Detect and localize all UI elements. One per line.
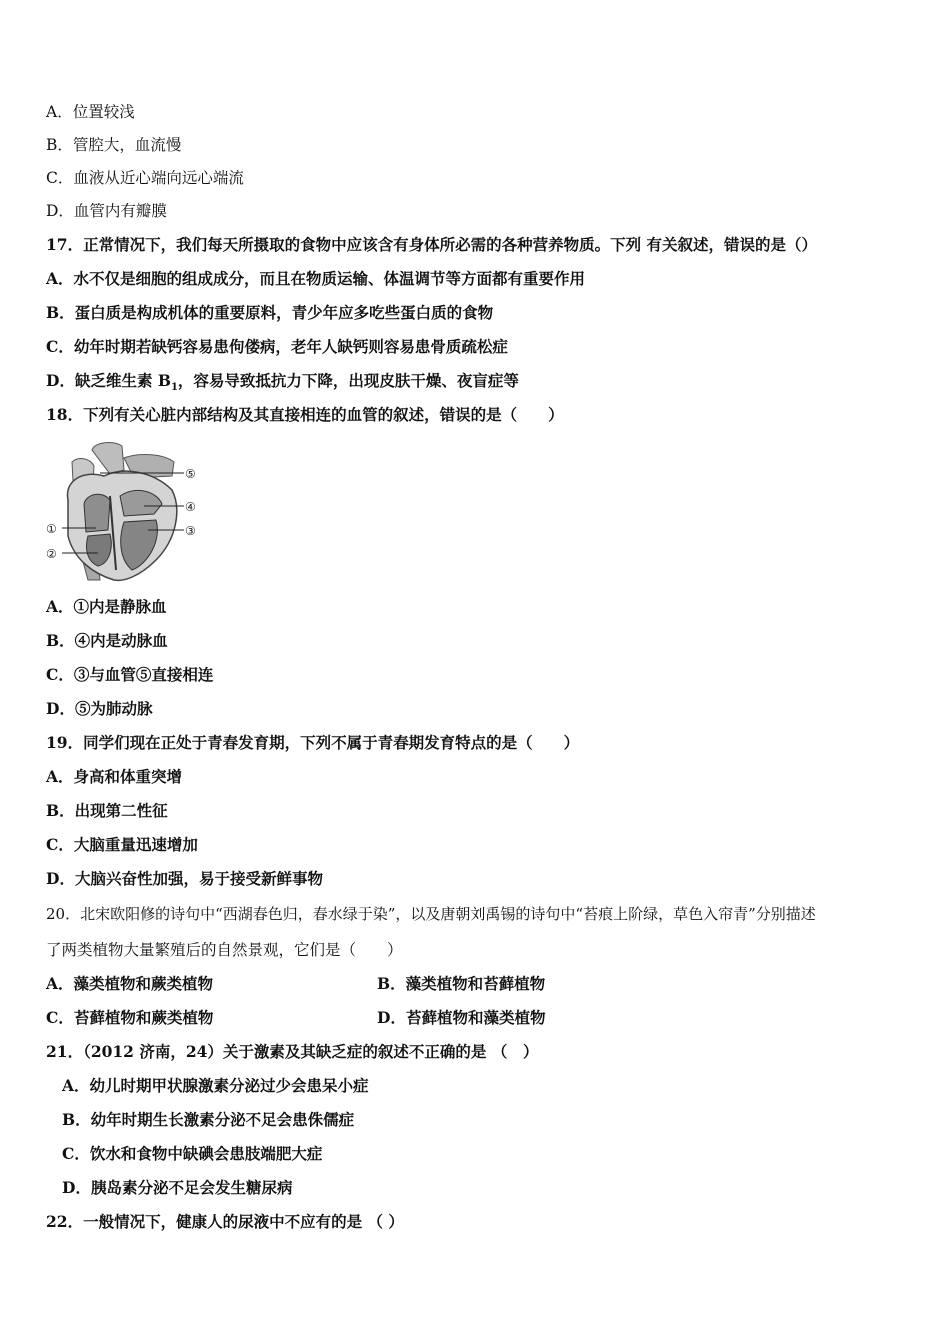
q19-option-d: D．大脑兴奋性加强，易于接受新鲜事物 (46, 869, 323, 888)
q20-option-b: B．藻类植物和苔藓植物 (377, 974, 546, 993)
q17-option-d-pre: D．缺乏维生素 B (46, 371, 171, 390)
q20-option-d: D．苔藓植物和藻类植物 (377, 1008, 546, 1027)
q19-stem: 19．同学们现在正处于青春发育期，下列不属于青春期发育特点的是（ ） (46, 733, 580, 752)
q21-option-a: A．幼儿时期甲状腺激素分泌过少会患呆小症 (62, 1076, 369, 1095)
heart-label-4: ④ (185, 500, 196, 514)
q19-option-c: C．大脑重量迅速增加 (46, 835, 198, 854)
q20-stem-line2: 了两类植物大量繁殖后的自然景观，它们是（ ） (46, 941, 403, 959)
q17-option-c: C．幼年时期若缺钙容易患佝偻病，老年人缺钙则容易患骨质疏松症 (46, 337, 508, 356)
q21-option-d: D．胰岛素分泌不足会发生糖尿病 (62, 1178, 293, 1197)
q20-option-c: C．苔藓植物和蕨类植物 (46, 1008, 214, 1027)
heart-label-3: ③ (185, 524, 196, 538)
q16-option-a: A．位置较浅 (46, 103, 135, 121)
heart-label-1: ① (46, 522, 57, 536)
q21-option-b: B．幼年时期生长激素分泌不足会患侏儒症 (62, 1110, 355, 1129)
q17-option-d-sub: 1 (170, 382, 178, 394)
q19-option-a: A．身高和体重突增 (46, 767, 183, 786)
q18-option-a: A．①内是静脉血 (46, 597, 167, 616)
q20-stem-line1: 20．北宋欧阳修的诗句中“西湖春色归，春水绿于染”，以及唐朝刘禹锡的诗句中“苔痕上阶绿，草色入帘青”分别描述 (46, 905, 816, 923)
q18-stem: 18．下列有关心脏内部结构及其直接相连的血管的叙述，错误的是（ ） (46, 405, 564, 424)
q17-option-d (46, 371, 519, 398)
q17-option-a: A．水不仅是细胞的组成成分，而且在物质运输、体温调节等方面都有重要作用 (46, 269, 586, 288)
q18-option-d: D．⑤为肺动脉 (46, 699, 153, 718)
q16-option-d: D．血管内有瓣膜 (46, 202, 167, 220)
q20-option-a: A．藻类植物和蕨类植物 (46, 974, 214, 993)
q18-option-c: C．③与血管⑤直接相连 (46, 665, 214, 684)
q17-option-b: B．蛋白质是构成机体的重要原料，青少年应多吃些蛋白质的食物 (46, 303, 494, 322)
q19-option-b: B．出现第二性征 (46, 801, 168, 820)
q21-stem: 21．（2012 济南，24）关于激素及其缺乏症的叙述不正确的是 （ ） (46, 1042, 539, 1061)
q21-option-c: C．饮水和食物中缺碘会患肢端肥大症 (62, 1144, 323, 1163)
heart-label-2: ② (46, 547, 57, 561)
q17-option-d-post: ，容易导致抵抗力下降，出现皮肤干燥、夜盲症等 (177, 371, 519, 390)
q18-option-b: B．④内是动脉血 (46, 631, 168, 650)
q16-option-c: C．血液从近心端向远心端流 (46, 169, 244, 187)
q22-stem: 22．一般情况下，健康人的尿液中不应有的是 （ ） (46, 1212, 404, 1231)
q16-option-b: B．管腔大，血流慢 (46, 136, 182, 154)
heart-label-5: ⑤ (185, 467, 196, 481)
heart-diagram (44, 440, 204, 585)
q17-stem: 17．正常情况下，我们每天所摄取的食物中应该含有身体所必需的各种营养物质。下列 有关叙述，错误的是（） (46, 235, 817, 254)
